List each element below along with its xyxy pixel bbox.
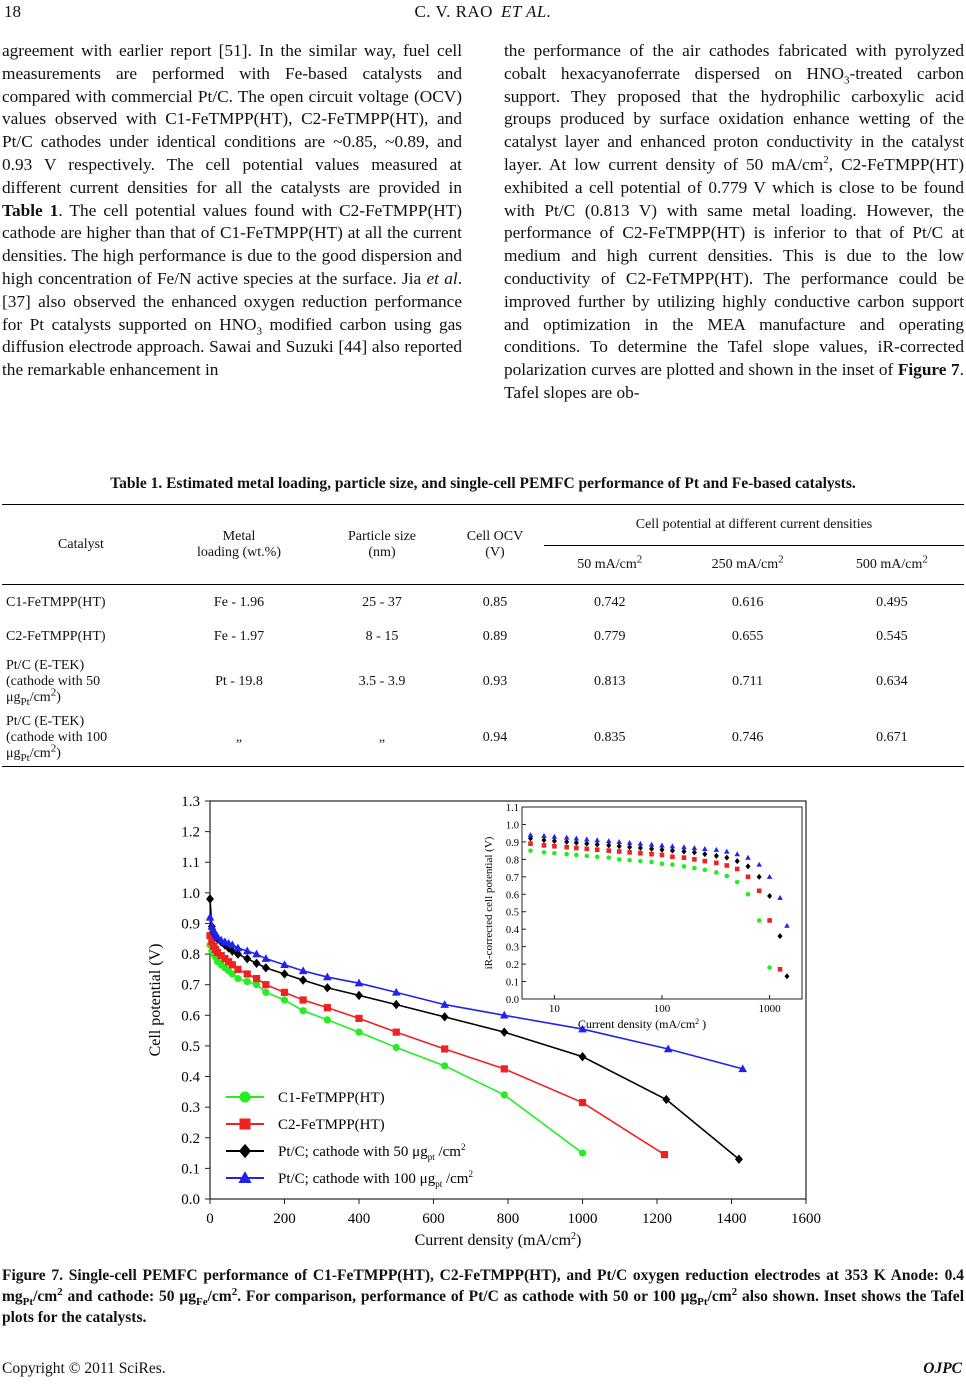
- th-text: loading (wt.%): [197, 544, 281, 560]
- inset-y-tick-label: 0.4: [505, 925, 519, 937]
- inset-data-point: [627, 850, 632, 855]
- cell-catalyst: [2, 711, 160, 767]
- inset-data-point: [670, 854, 675, 859]
- inset-data-point: [564, 852, 569, 857]
- inset-data-point: [528, 848, 533, 853]
- results-table: [2, 504, 964, 767]
- y-tick-label: 1.1: [181, 855, 200, 872]
- cell-metal: Fe - 1.96: [213, 594, 265, 610]
- subscript: Fe: [195, 1296, 208, 1309]
- header-et-al: ET AL.: [500, 2, 552, 21]
- x-tick-label: 1600: [791, 1211, 821, 1227]
- inset-data-point: [682, 864, 687, 869]
- th-text: 500 mA/cm: [855, 557, 923, 572]
- table-row: [2, 621, 964, 653]
- data-point: [243, 954, 251, 963]
- inset-data-point: [564, 845, 569, 850]
- caption-run: /cm: [207, 1288, 232, 1305]
- inset-data-point: [682, 855, 687, 860]
- right-column: [504, 40, 964, 405]
- inset-data-point: [660, 853, 665, 858]
- left-paragraph: [2, 40, 462, 382]
- cell-catalyst: C2-FeTMPP(HT): [6, 628, 106, 644]
- x-tick-label: 0: [206, 1211, 214, 1227]
- th-catalyst: Catalyst: [58, 536, 104, 552]
- th-text: (V): [485, 544, 505, 560]
- y-tick-label: 0.8: [181, 947, 200, 964]
- x-tick-label: 1000: [567, 1211, 598, 1227]
- inset-data-point: [606, 848, 611, 853]
- inset-y-tick-label: 0.2: [505, 960, 519, 972]
- cell-v500: 0.671: [876, 730, 908, 746]
- text-run: . The cell potential values found with C2-FeTMPP(HT) cathode are higher than that of C1-FeTMPP(HT) at all the current densities. The high performance is due to the good dispersion and high concentration of Fe/N active species at the surface. Jia: [2, 200, 463, 288]
- data-point: [355, 1015, 362, 1022]
- text-run: , C2-FeTMPP(HT) exhibited a cell potential of 0.779 V which is close to be found with Pt/C (0.813 V) with same metal loading. However, the performance of C2-FeTMPP(HT) is inferior to that of Pt/C at medium and high current densities. This is due to the low conductivity of C2-FeTMPP(HT). The performance could be improved further by utilizing highly conductive carbon support and optimization in the MEA manufacture and operating conditions. To determine the Tafel slope values, iR-corrected polarization curves are plotted and shown in the inset of: [504, 154, 964, 380]
- caption-run: Figure 7. Single-cell PEMFC performance of C1-FeTMPP(HT), C2-FeTMPP(HT), and Pt/C oxygen reduction electrodes at 353 K Anode: 0.4 mg: [2, 1267, 964, 1305]
- cell-size: 8 - 15: [365, 628, 399, 644]
- x-tick-label: 1200: [642, 1211, 672, 1227]
- data-point: [262, 963, 270, 972]
- inset-data-point: [574, 853, 579, 858]
- legend-label: C2-FeTMPP(HT): [278, 1117, 385, 1133]
- inset-x-tick-label: 1000: [758, 1003, 781, 1015]
- th-text: 250 mA/cm: [711, 557, 779, 572]
- cell-v500: 0.545: [876, 628, 908, 644]
- inset-data-point: [542, 843, 547, 848]
- header-authors: C. V. RAO: [414, 2, 493, 21]
- cell-text: Pt/C (E-TEK): [6, 714, 85, 730]
- inset-data-point: [735, 880, 740, 885]
- cell-text: (cathode with 50: [6, 673, 101, 689]
- cell-v250: 0.711: [732, 673, 764, 689]
- data-point: [262, 989, 269, 996]
- cell-v250: 0.746: [731, 730, 764, 746]
- legend-label: Pt/C; cathode with 100 $\mu g_{pt}$ $/cm^2$: [278, 1169, 473, 1189]
- legend-label: C1-FeTMPP(HT): [278, 1090, 385, 1106]
- inset-y-tick-label: 0.0: [505, 995, 519, 1006]
- inset-y-tick-label: 0.3: [505, 942, 519, 954]
- legend: [226, 1090, 473, 1189]
- legend-tail: /cm: [434, 1144, 461, 1160]
- inset-data-point: [552, 844, 557, 849]
- text-run: the performance of the air cathodes fabricated with pyrolyzed cobalt hexacyanoferrate dispersed on HNO: [504, 41, 964, 83]
- th-metal-loading: [160, 505, 318, 585]
- x-axis-label-sup: 2: [571, 1231, 577, 1242]
- inset-data-point: [617, 849, 622, 854]
- inset-data-point: [746, 892, 751, 897]
- inset-data-point: [649, 860, 654, 865]
- x-axis-label: Current density $(mA/cm^2)$: [414, 1231, 582, 1249]
- data-point: [324, 1004, 331, 1011]
- y-tick-label: 0.4: [181, 1069, 200, 1086]
- x-tick-label: 800: [496, 1211, 520, 1227]
- cell-v250: 0.655: [731, 628, 764, 644]
- data-point: [355, 991, 363, 1000]
- legend-label: Pt/C; cathode with 50 $\mu g_{pt}$ $/cm^2$: [278, 1142, 466, 1162]
- y-tick-label: 0.3: [181, 1100, 200, 1117]
- figure-reference: Figure 7: [897, 360, 960, 380]
- inset-data-point: [746, 875, 751, 880]
- cell-size: 25 - 37: [362, 594, 402, 610]
- inset-y-tick-label: 0.8: [505, 855, 519, 867]
- data-point: [300, 996, 307, 1003]
- inset-data-point: [606, 855, 611, 860]
- data-point: [244, 978, 251, 985]
- inset-data-point: [627, 858, 632, 863]
- legend-sup: 2: [468, 1169, 473, 1179]
- th-text: Cell OCV: [466, 528, 524, 544]
- data-point: [501, 1091, 508, 1098]
- text-run: . Tafel slopes are ob-: [504, 360, 964, 402]
- inset-data-point: [595, 847, 600, 852]
- superscript: 2: [778, 553, 784, 566]
- th-500: [820, 546, 964, 585]
- cell-text: μg: [6, 746, 21, 762]
- subscript: 3: [256, 325, 263, 338]
- text-run: agreement with earlier report [51]. In the similar way, fuel cell measurements are performed with Fe-based catalysts and compared with commercial Pt/C. The open circuit voltage (OCV) values observed with C1-FeTMPP(HT), C2-FeTMPP(HT), and Pt/C cathodes under identical conditions are ~0.85, ~0.89, and 0.93 V respectively. The cell potential values measured at different current densities for all the catalysts are provided in: [2, 41, 462, 197]
- th-text: Particle size: [347, 528, 417, 544]
- data-point: [579, 1149, 586, 1156]
- inset-x-axis-label: Current density ($mA/cm^2$ ): [577, 1017, 707, 1031]
- left-column: [2, 40, 462, 382]
- legend-sub: pt: [435, 1179, 443, 1189]
- table-row: [2, 585, 964, 621]
- cell-v50: 0.813: [594, 673, 626, 689]
- caption-run: and cathode: 50 μg: [62, 1288, 196, 1305]
- inset-y-tick-label: 0.9: [505, 837, 519, 849]
- inset-data-point: [528, 841, 533, 846]
- data-point: [281, 969, 289, 978]
- cell-v500: 0.634: [876, 673, 908, 689]
- data-point: [661, 1151, 668, 1158]
- cell-text: ): [56, 746, 61, 762]
- inset-data-point: [584, 847, 589, 852]
- data-point: [579, 1099, 586, 1106]
- inset-y-axis-label: iR-corrected cell potential (V): [483, 836, 495, 970]
- th-particle-size: [318, 505, 446, 585]
- inset-data-point: [724, 863, 729, 868]
- inset-frame: [522, 807, 802, 999]
- caption-run: /cm: [33, 1288, 58, 1305]
- cell-text: μg: [6, 689, 21, 705]
- text-run: modified carbon using gas diffusion electrode approach. Sawai and Suzuki [44] also reported the remarkable enhancement in: [2, 314, 462, 380]
- inset-data-point: [757, 918, 762, 923]
- copyright: Copyright © 2011 SciRes.: [2, 1360, 166, 1377]
- legend-marker: [240, 1092, 251, 1103]
- data-point: [355, 1029, 362, 1036]
- subscript: Pt: [697, 1296, 708, 1309]
- superscript: 2: [57, 1285, 63, 1298]
- cell-text: /cm: [29, 689, 51, 705]
- legend-marker: [240, 1119, 251, 1130]
- inset-data-point: [670, 862, 675, 867]
- inset-data-point: [574, 846, 579, 851]
- caption-run: /cm: [707, 1288, 732, 1305]
- y-tick-label: 1.0: [181, 885, 200, 902]
- superscript: 2: [50, 742, 57, 755]
- data-point: [281, 996, 288, 1003]
- x-tick-label: 600: [422, 1211, 445, 1227]
- th-text: (nm): [368, 544, 396, 560]
- y-tick-label: 1.2: [181, 824, 200, 841]
- data-point: [244, 970, 251, 977]
- inset-data-point: [584, 854, 589, 859]
- right-paragraph: [504, 40, 964, 405]
- inset-data-point: [757, 888, 762, 893]
- x-tick-label: 1400: [716, 1211, 747, 1227]
- subscript: Pt: [20, 695, 30, 708]
- table-caption: Table 1. Estimated metal loading, particle size, and single-cell PEMFC performance of Pt and Fe-based catalysts.: [110, 475, 856, 492]
- data-point: [579, 1052, 587, 1061]
- data-point: [206, 894, 214, 903]
- subscript: Pt: [20, 752, 30, 765]
- cell-size: „: [378, 730, 386, 746]
- cell-text: (cathode with 100: [6, 730, 108, 746]
- data-point: [206, 913, 215, 921]
- cell-metal: Fe - 1.97: [213, 628, 265, 644]
- running-header: [0, 2, 966, 22]
- inset-data-point: [703, 859, 708, 864]
- data-point: [234, 966, 241, 973]
- x-axis-label-end: ): [576, 1232, 582, 1249]
- inset-y-tick-label: 1.1: [505, 803, 519, 814]
- inset-x-tick-label: 10: [548, 1003, 560, 1015]
- x-tick-label: 200: [273, 1211, 296, 1227]
- citation-italic: et al: [426, 268, 458, 288]
- data-point: [234, 975, 241, 982]
- superscript: 2: [231, 1285, 238, 1298]
- y-axis-label: Cell potential (V): [147, 943, 164, 1057]
- data-point: [441, 1012, 449, 1021]
- inset-data-point: [638, 851, 643, 856]
- figure-caption: [2, 1265, 964, 1328]
- text-run: . [37] also observed the enhanced oxygen reduction performance for Pt catalysts supported on HNO: [2, 268, 463, 334]
- cell-ocv: 0.93: [482, 673, 508, 689]
- data-point: [441, 1062, 448, 1069]
- data-point: [500, 1027, 508, 1036]
- cell-ocv: 0.94: [482, 730, 508, 746]
- subscript: 3: [844, 74, 850, 87]
- data-point: [392, 1000, 400, 1009]
- caption-run: . For comparison, performance of Pt/C as cathode with 50 or 100 μg: [237, 1288, 698, 1305]
- legend-tail: /cm: [442, 1171, 469, 1187]
- y-tick-label: 0.2: [181, 1130, 200, 1147]
- data-point: [253, 975, 260, 982]
- inset-y-tick-label: 0.5: [505, 907, 519, 919]
- inset-data-point: [692, 857, 697, 862]
- y-tick-label: 0.5: [181, 1038, 200, 1055]
- cell-catalyst: [2, 653, 160, 711]
- table-row: [2, 653, 964, 711]
- cell-catalyst: C1-FeTMPP(HT): [6, 594, 106, 610]
- x-tick-label: 400: [347, 1211, 371, 1227]
- cell-v50: 0.779: [594, 628, 626, 644]
- inset-data-point: [649, 852, 654, 857]
- inset-data-point: [735, 867, 740, 872]
- th-text: 50 mA/cm: [577, 557, 637, 572]
- data-point: [299, 975, 307, 984]
- data-point: [253, 959, 261, 968]
- superscript: 2: [823, 154, 829, 167]
- cell-v500: 0.495: [876, 594, 908, 610]
- legend-sup: 2: [460, 1142, 466, 1152]
- legend-sub: pt: [427, 1152, 435, 1162]
- inset-y-tick-label: 0.6: [505, 890, 519, 902]
- y-tick-label: 0.7: [181, 977, 200, 994]
- data-point: [393, 1029, 400, 1036]
- y-tick-label: 0.6: [181, 1008, 200, 1025]
- inset-data-point: [542, 850, 547, 855]
- cell-ocv: 0.85: [482, 594, 508, 610]
- cell-text: Pt/C (E-TEK): [6, 657, 85, 673]
- inset-chart: [483, 803, 802, 1031]
- y-tick-label: 1.3: [181, 794, 200, 810]
- polarization-chart: [130, 785, 830, 1255]
- cell-v250: 0.616: [731, 594, 764, 610]
- superscript: 2: [922, 553, 928, 566]
- inset-data-point: [660, 861, 665, 866]
- data-point: [300, 1007, 307, 1014]
- inset-x-label-sup: 2: [695, 1017, 700, 1026]
- inset-data-point: [724, 874, 729, 879]
- y-tick-label: 0.1: [181, 1161, 200, 1178]
- inset-data-point: [595, 854, 600, 859]
- inset-data-point: [638, 859, 643, 864]
- data-point: [262, 981, 269, 988]
- caption-run: also shown. Inset shows the Tafel plots for the catalysts.: [2, 1288, 964, 1326]
- y-tick-label: 0.0: [181, 1192, 200, 1208]
- inset-data-point: [714, 861, 719, 866]
- inset-data-point: [692, 866, 697, 871]
- cell-v50: 0.835: [594, 730, 626, 746]
- table-header-row: [2, 505, 964, 546]
- th-50: [544, 546, 676, 585]
- inset-y-tick-label: 1.0: [505, 820, 519, 832]
- cell-v50: 0.742: [594, 594, 626, 610]
- inset-data-point: [767, 965, 772, 970]
- table-reference: Table 1: [2, 200, 59, 220]
- data-point: [324, 1016, 331, 1023]
- inset-x-tick-label: 100: [653, 1003, 671, 1015]
- th-cell-potential-group: Cell potential at different current densities: [544, 505, 964, 546]
- data-point: [323, 983, 331, 992]
- th-250: [676, 546, 820, 585]
- data-point: [441, 1045, 448, 1052]
- inset-data-point: [778, 967, 783, 972]
- cell-size: 3.5 - 3.9: [358, 673, 406, 689]
- superscript: 2: [636, 553, 643, 566]
- cell-metal: „: [235, 730, 243, 746]
- cell-text: ): [56, 689, 61, 705]
- th-ocv: [446, 505, 544, 585]
- y-tick-label: 0.9: [181, 916, 200, 933]
- superscript: 2: [731, 1285, 738, 1298]
- data-point: [393, 1044, 400, 1051]
- text-run: -treated carbon support. They proposed that the hydrophilic carboxylic acid groups produced by surface oxidation enhance wetting of the catalyst layer and enhanced proton conductivity in the catalyst layer. At low current density of 50 mA/cm: [504, 63, 964, 174]
- page-number: 18: [4, 2, 21, 21]
- data-point: [253, 981, 260, 988]
- inset-data-point: [714, 870, 719, 875]
- data-point: [281, 989, 288, 996]
- legend-marker: [239, 1144, 251, 1158]
- inset-data-point: [767, 918, 772, 923]
- data-point: [501, 1065, 508, 1072]
- inset-y-tick-label: 0.1: [505, 977, 519, 989]
- th-text: Metal: [222, 528, 256, 544]
- table-row: [2, 711, 964, 767]
- cell-ocv: 0.89: [482, 628, 508, 644]
- superscript: 2: [50, 685, 57, 698]
- inset-data-point: [617, 857, 622, 862]
- subscript: Pt: [22, 1296, 34, 1309]
- inset-x-label-end: ): [699, 1017, 707, 1031]
- cell-text: /cm: [29, 746, 51, 762]
- inset-y-tick-label: 0.7: [505, 872, 519, 884]
- cell-metal: Pt - 19.8: [215, 673, 263, 689]
- inset-data-point: [703, 868, 708, 873]
- inset-data-point: [552, 851, 557, 856]
- journal-name: OJPC: [923, 1360, 962, 1377]
